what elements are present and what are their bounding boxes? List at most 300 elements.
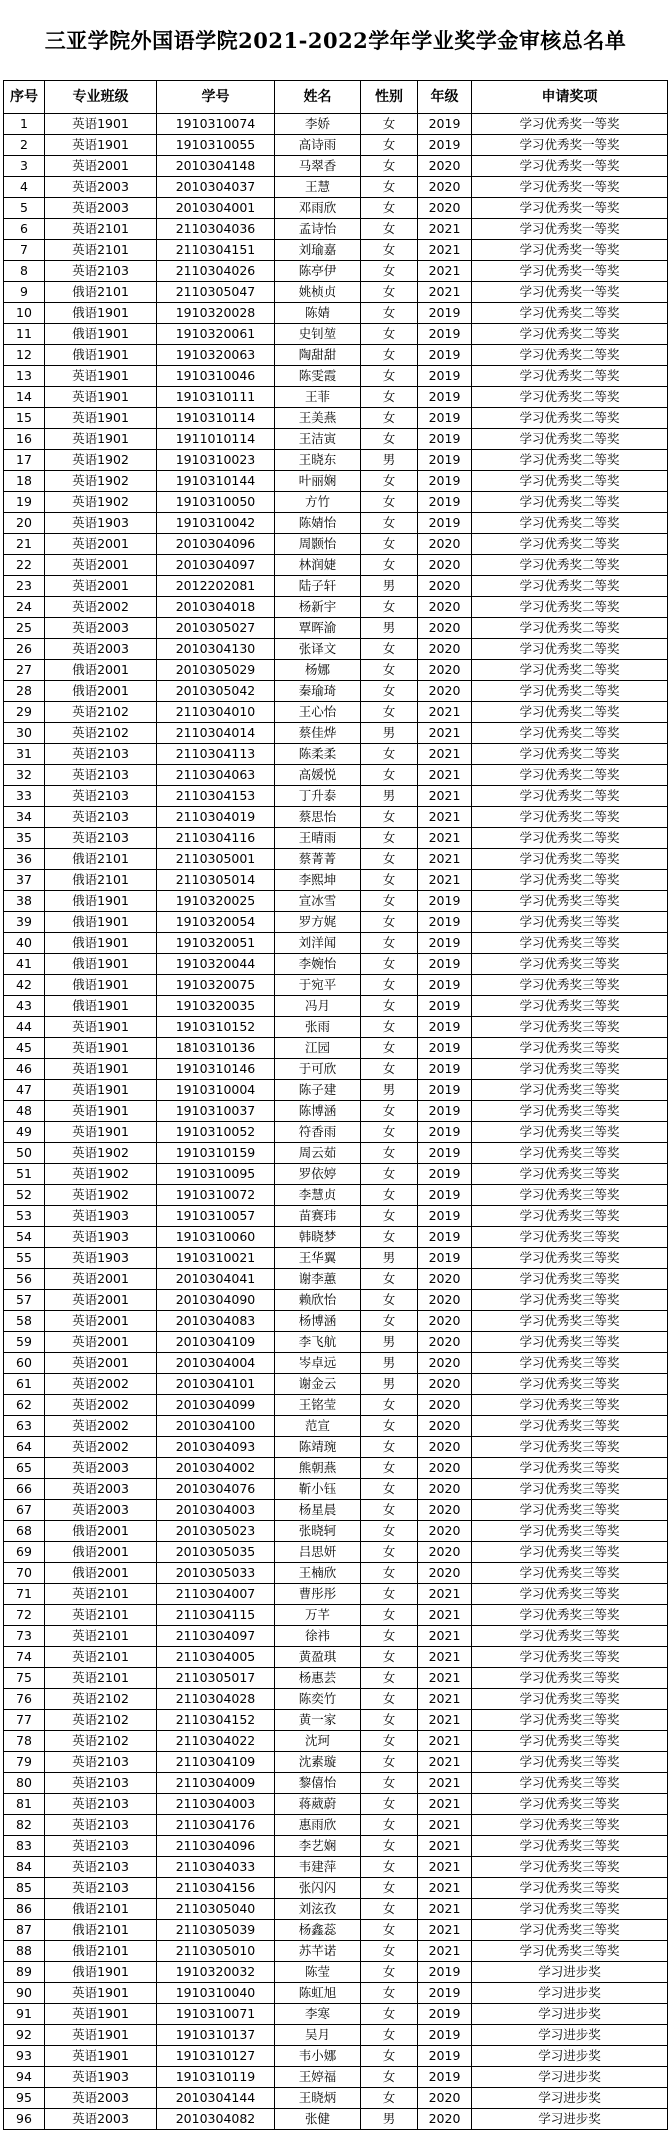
cell-name: 熊朝燕 [275, 1458, 361, 1479]
cell-index: 63 [4, 1416, 45, 1437]
table-row [4, 1185, 668, 1206]
cell-award: 学习优秀奖三等奖 [472, 1080, 668, 1101]
cell-name: 陈虹旭 [275, 1983, 361, 2004]
table-row [4, 1038, 668, 1059]
cell-grade: 2019 [418, 303, 472, 324]
cell-index: 80 [4, 1773, 45, 1794]
cell-award: 学习优秀奖二等奖 [472, 786, 668, 807]
cell-grade: 2021 [418, 702, 472, 723]
cell-grade: 2019 [418, 471, 472, 492]
cell-grade: 2019 [418, 1101, 472, 1122]
table-row [4, 1668, 668, 1689]
cell-name: 史钊堃 [275, 324, 361, 345]
cell-name: 陈婧怡 [275, 513, 361, 534]
cell-gender: 女 [361, 870, 418, 891]
cell-index: 27 [4, 660, 45, 681]
cell-name: 张闪闪 [275, 1878, 361, 1899]
cell-award: 学习优秀奖三等奖 [472, 1143, 668, 1164]
cell-award: 学习优秀奖三等奖 [472, 1332, 668, 1353]
cell-student-id: 1910310074 [157, 114, 275, 135]
cell-student-id: 2010304093 [157, 1437, 275, 1458]
cell-name: 王菲 [275, 387, 361, 408]
cell-student-id: 1910310042 [157, 513, 275, 534]
cell-student-id: 2010304148 [157, 156, 275, 177]
cell-class: 英语1901 [45, 1101, 157, 1122]
cell-gender: 女 [361, 1563, 418, 1584]
cell-gender: 女 [361, 1122, 418, 1143]
cell-index: 89 [4, 1962, 45, 1983]
cell-gender: 女 [361, 282, 418, 303]
table-row [4, 1941, 668, 1962]
cell-index: 96 [4, 2109, 45, 2130]
cell-student-id: 2110304176 [157, 1815, 275, 1836]
cell-name: 苏芊诺 [275, 1941, 361, 1962]
table-row [4, 681, 668, 702]
cell-award: 学习优秀奖三等奖 [472, 1395, 668, 1416]
cell-index: 73 [4, 1626, 45, 1647]
cell-grade: 2021 [418, 786, 472, 807]
cell-award: 学习优秀奖三等奖 [472, 1668, 668, 1689]
cell-gender: 女 [361, 1626, 418, 1647]
cell-gender: 女 [361, 555, 418, 576]
cell-index: 95 [4, 2088, 45, 2109]
cell-award: 学习优秀奖二等奖 [472, 450, 668, 471]
cell-award: 学习优秀奖二等奖 [472, 639, 668, 660]
cell-grade: 2021 [418, 744, 472, 765]
cell-name: 陈奕竹 [275, 1689, 361, 1710]
cell-class: 英语1902 [45, 492, 157, 513]
cell-student-id: 2110304156 [157, 1878, 275, 1899]
table-row [4, 534, 668, 555]
cell-class: 英语2101 [45, 1647, 157, 1668]
cell-class: 俄语1901 [45, 996, 157, 1017]
cell-grade: 2019 [418, 450, 472, 471]
cell-name: 黄一家 [275, 1710, 361, 1731]
cell-award: 学习优秀奖三等奖 [472, 1206, 668, 1227]
cell-class: 英语2102 [45, 1689, 157, 1710]
cell-award: 学习优秀奖三等奖 [472, 1773, 668, 1794]
table-row [4, 2046, 668, 2067]
cell-gender: 女 [361, 135, 418, 156]
table-row [4, 1878, 668, 1899]
table-row [4, 1374, 668, 1395]
cell-grade: 2021 [418, 1815, 472, 1836]
column-header-gender: 性别 [361, 81, 418, 114]
cell-index: 33 [4, 786, 45, 807]
table-row [4, 240, 668, 261]
cell-grade: 2020 [418, 618, 472, 639]
cell-student-id: 1910320075 [157, 975, 275, 996]
cell-student-id: 2012202081 [157, 576, 275, 597]
cell-grade: 2019 [418, 1080, 472, 1101]
cell-student-id: 2110305001 [157, 849, 275, 870]
table-row [4, 576, 668, 597]
cell-grade: 2021 [418, 870, 472, 891]
cell-class: 俄语1901 [45, 891, 157, 912]
cell-name: 吴月 [275, 2025, 361, 2046]
cell-award: 学习优秀奖二等奖 [472, 534, 668, 555]
cell-index: 48 [4, 1101, 45, 1122]
cell-award: 学习优秀奖三等奖 [472, 1017, 668, 1038]
cell-name: 刘泫孜 [275, 1899, 361, 1920]
table-row [4, 912, 668, 933]
cell-class: 英语2002 [45, 597, 157, 618]
table-row [4, 1584, 668, 1605]
cell-grade: 2019 [418, 996, 472, 1017]
cell-class: 英语1901 [45, 366, 157, 387]
cell-student-id: 2110304033 [157, 1857, 275, 1878]
cell-name: 于可欣 [275, 1059, 361, 1080]
cell-class: 英语2002 [45, 1416, 157, 1437]
cell-student-id: 2010305029 [157, 660, 275, 681]
cell-student-id: 1910320025 [157, 891, 275, 912]
cell-index: 51 [4, 1164, 45, 1185]
cell-index: 8 [4, 261, 45, 282]
cell-gender: 女 [361, 807, 418, 828]
cell-class: 俄语2101 [45, 282, 157, 303]
cell-name: 刘瑜嘉 [275, 240, 361, 261]
cell-class: 英语2103 [45, 1878, 157, 1899]
cell-name: 宣冰雪 [275, 891, 361, 912]
cell-student-id: 1910310057 [157, 1206, 275, 1227]
cell-index: 79 [4, 1752, 45, 1773]
cell-student-id: 1910310159 [157, 1143, 275, 1164]
cell-class: 英语2001 [45, 1332, 157, 1353]
cell-class: 英语1903 [45, 1227, 157, 1248]
cell-index: 20 [4, 513, 45, 534]
cell-index: 3 [4, 156, 45, 177]
table-row [4, 870, 668, 891]
cell-name: 韩晓梦 [275, 1227, 361, 1248]
table-row [4, 1017, 668, 1038]
cell-award: 学习优秀奖三等奖 [472, 1101, 668, 1122]
cell-index: 13 [4, 366, 45, 387]
cell-grade: 2021 [418, 1647, 472, 1668]
cell-class: 英语1901 [45, 1017, 157, 1038]
table-body [4, 114, 668, 2130]
cell-class: 俄语2001 [45, 681, 157, 702]
cell-class: 英语2103 [45, 786, 157, 807]
cell-award: 学习进步奖 [472, 2004, 668, 2025]
cell-award: 学习进步奖 [472, 2067, 668, 2088]
cell-class: 英语2101 [45, 240, 157, 261]
cell-class: 英语1901 [45, 1059, 157, 1080]
table-row [4, 975, 668, 996]
cell-gender: 女 [361, 2004, 418, 2025]
table-row [4, 1290, 668, 1311]
cell-index: 41 [4, 954, 45, 975]
cell-index: 5 [4, 198, 45, 219]
cell-gender: 女 [361, 1479, 418, 1500]
cell-grade: 2019 [418, 2004, 472, 2025]
cell-award: 学习优秀奖三等奖 [472, 1752, 668, 1773]
cell-gender: 女 [361, 1731, 418, 1752]
cell-gender: 女 [361, 1710, 418, 1731]
cell-grade: 2020 [418, 681, 472, 702]
table-row [4, 1395, 668, 1416]
cell-grade: 2019 [418, 387, 472, 408]
cell-grade: 2019 [418, 114, 472, 135]
cell-class: 英语2003 [45, 1479, 157, 1500]
cell-student-id: 2010304090 [157, 1290, 275, 1311]
cell-class: 俄语1901 [45, 975, 157, 996]
cell-class: 英语1902 [45, 1164, 157, 1185]
cell-grade: 2020 [418, 1479, 472, 1500]
cell-award: 学习优秀奖二等奖 [472, 807, 668, 828]
cell-class: 英语2003 [45, 2109, 157, 2130]
cell-grade: 2021 [418, 849, 472, 870]
cell-name: 沈珂 [275, 1731, 361, 1752]
cell-class: 英语2003 [45, 1458, 157, 1479]
cell-student-id: 2010305035 [157, 1542, 275, 1563]
cell-index: 52 [4, 1185, 45, 1206]
cell-award: 学习优秀奖二等奖 [472, 870, 668, 891]
cell-gender: 女 [361, 345, 418, 366]
cell-student-id: 2110304026 [157, 261, 275, 282]
cell-student-id: 2010305042 [157, 681, 275, 702]
cell-grade: 2019 [418, 492, 472, 513]
cell-award: 学习优秀奖三等奖 [472, 996, 668, 1017]
cell-gender: 女 [361, 2046, 418, 2067]
cell-grade: 2019 [418, 366, 472, 387]
cell-student-id: 1910310060 [157, 1227, 275, 1248]
cell-name: 周颢怡 [275, 534, 361, 555]
cell-class: 英语1902 [45, 471, 157, 492]
cell-grade: 2020 [418, 660, 472, 681]
column-header-class: 专业班级 [45, 81, 157, 114]
cell-student-id: 2010304097 [157, 555, 275, 576]
cell-index: 16 [4, 429, 45, 450]
cell-class: 英语2103 [45, 828, 157, 849]
cell-gender: 女 [361, 2067, 418, 2088]
table-row [4, 1059, 668, 1080]
cell-class: 英语1901 [45, 1038, 157, 1059]
cell-name: 谢李蕙 [275, 1269, 361, 1290]
cell-student-id: 2110304115 [157, 1605, 275, 1626]
cell-grade: 2020 [418, 1374, 472, 1395]
table-row [4, 639, 668, 660]
table-row [4, 786, 668, 807]
cell-name: 陈柔柔 [275, 744, 361, 765]
cell-student-id: 1910310114 [157, 408, 275, 429]
cell-gender: 女 [361, 954, 418, 975]
cell-grade: 2021 [418, 765, 472, 786]
cell-gender: 女 [361, 198, 418, 219]
cell-grade: 2019 [418, 135, 472, 156]
cell-grade: 2020 [418, 555, 472, 576]
cell-student-id: 2110305039 [157, 1920, 275, 1941]
table-row [4, 1962, 668, 1983]
cell-student-id: 2010304082 [157, 2109, 275, 2130]
cell-student-id: 1910320061 [157, 324, 275, 345]
cell-index: 17 [4, 450, 45, 471]
cell-student-id: 2010305023 [157, 1521, 275, 1542]
cell-award: 学习优秀奖二等奖 [472, 576, 668, 597]
cell-class: 英语2103 [45, 1752, 157, 1773]
cell-class: 俄语2101 [45, 870, 157, 891]
cell-student-id: 2010304099 [157, 1395, 275, 1416]
cell-name: 王婷福 [275, 2067, 361, 2088]
table-row [4, 429, 668, 450]
table-row [4, 1647, 668, 1668]
cell-student-id: 1910310021 [157, 1248, 275, 1269]
cell-grade: 2019 [418, 1248, 472, 1269]
cell-award: 学习优秀奖二等奖 [472, 744, 668, 765]
cell-student-id: 2110305047 [157, 282, 275, 303]
cell-grade: 2021 [418, 1878, 472, 1899]
cell-award: 学习优秀奖三等奖 [472, 933, 668, 954]
cell-student-id: 2010304041 [157, 1269, 275, 1290]
cell-name: 范宣 [275, 1416, 361, 1437]
cell-index: 76 [4, 1689, 45, 1710]
cell-name: 于宛平 [275, 975, 361, 996]
cell-gender: 女 [361, 1752, 418, 1773]
cell-index: 35 [4, 828, 45, 849]
cell-gender: 女 [361, 975, 418, 996]
cell-index: 44 [4, 1017, 45, 1038]
cell-name: 叶丽娴 [275, 471, 361, 492]
table-row [4, 513, 668, 534]
table-row [4, 765, 668, 786]
cell-class: 英语2103 [45, 1815, 157, 1836]
cell-student-id: 1910310111 [157, 387, 275, 408]
cell-gender: 女 [361, 1143, 418, 1164]
table-row [4, 303, 668, 324]
cell-grade: 2019 [418, 1059, 472, 1080]
cell-index: 26 [4, 639, 45, 660]
cell-grade: 2021 [418, 1668, 472, 1689]
cell-award: 学习优秀奖三等奖 [472, 1794, 668, 1815]
cell-class: 英语2001 [45, 1269, 157, 1290]
table-row [4, 1353, 668, 1374]
cell-index: 90 [4, 1983, 45, 2004]
cell-student-id: 1910310152 [157, 1017, 275, 1038]
cell-name: 靳小钰 [275, 1479, 361, 1500]
cell-gender: 女 [361, 471, 418, 492]
cell-gender: 女 [361, 324, 418, 345]
cell-class: 英语1901 [45, 114, 157, 135]
cell-award: 学习优秀奖一等奖 [472, 240, 668, 261]
cell-index: 64 [4, 1437, 45, 1458]
cell-award: 学习优秀奖一等奖 [472, 156, 668, 177]
scholarship-table [3, 80, 668, 2130]
cell-class: 英语2003 [45, 177, 157, 198]
cell-index: 94 [4, 2067, 45, 2088]
cell-gender: 男 [361, 1374, 418, 1395]
cell-award: 学习优秀奖三等奖 [472, 1920, 668, 1941]
cell-name: 岑卓远 [275, 1353, 361, 1374]
cell-grade: 2019 [418, 1164, 472, 1185]
cell-student-id: 1910310050 [157, 492, 275, 513]
cell-name: 苗赛玮 [275, 1206, 361, 1227]
cell-name: 王铭莹 [275, 1395, 361, 1416]
cell-student-id: 2110304003 [157, 1794, 275, 1815]
cell-grade: 2021 [418, 1899, 472, 1920]
cell-index: 40 [4, 933, 45, 954]
cell-award: 学习优秀奖三等奖 [472, 1605, 668, 1626]
table-row [4, 219, 668, 240]
cell-gender: 女 [361, 1395, 418, 1416]
cell-class: 英语2001 [45, 534, 157, 555]
table-row [4, 660, 668, 681]
cell-award: 学习优秀奖二等奖 [472, 513, 668, 534]
cell-class: 英语2103 [45, 1836, 157, 1857]
cell-student-id: 1910320054 [157, 912, 275, 933]
cell-index: 29 [4, 702, 45, 723]
cell-gender: 女 [361, 114, 418, 135]
cell-class: 英语2101 [45, 1626, 157, 1647]
cell-name: 王洁寅 [275, 429, 361, 450]
cell-index: 19 [4, 492, 45, 513]
cell-name: 孟诗怡 [275, 219, 361, 240]
cell-index: 59 [4, 1332, 45, 1353]
cell-class: 英语2102 [45, 723, 157, 744]
cell-name: 冯月 [275, 996, 361, 1017]
cell-class: 俄语2101 [45, 849, 157, 870]
cell-gender: 女 [361, 1206, 418, 1227]
cell-grade: 2021 [418, 1710, 472, 1731]
cell-gender: 女 [361, 2088, 418, 2109]
table-row [4, 744, 668, 765]
cell-grade: 2020 [418, 1269, 472, 1290]
cell-student-id: 2110304005 [157, 1647, 275, 1668]
cell-class: 俄语1901 [45, 324, 157, 345]
cell-award: 学习优秀奖二等奖 [472, 681, 668, 702]
cell-gender: 女 [361, 1962, 418, 1983]
cell-name: 李艺娴 [275, 1836, 361, 1857]
table-row [4, 2067, 668, 2088]
cell-name: 罗依婷 [275, 1164, 361, 1185]
cell-index: 65 [4, 1458, 45, 1479]
cell-gender: 女 [361, 303, 418, 324]
cell-award: 学习优秀奖二等奖 [472, 471, 668, 492]
cell-grade: 2020 [418, 1563, 472, 1584]
cell-grade: 2020 [418, 534, 472, 555]
cell-gender: 女 [361, 1500, 418, 1521]
cell-award: 学习优秀奖三等奖 [472, 1941, 668, 1962]
cell-gender: 女 [361, 156, 418, 177]
cell-gender: 男 [361, 786, 418, 807]
cell-index: 6 [4, 219, 45, 240]
cell-name: 李慧贞 [275, 1185, 361, 1206]
cell-class: 英语1901 [45, 135, 157, 156]
column-header-name: 姓名 [275, 81, 361, 114]
cell-grade: 2021 [418, 1752, 472, 1773]
cell-gender: 男 [361, 2109, 418, 2130]
cell-gender: 女 [361, 1038, 418, 1059]
cell-index: 4 [4, 177, 45, 198]
cell-gender: 男 [361, 450, 418, 471]
cell-gender: 女 [361, 387, 418, 408]
cell-award: 学习优秀奖三等奖 [472, 1857, 668, 1878]
cell-name: 陈子建 [275, 1080, 361, 1101]
cell-name: 李娇 [275, 114, 361, 135]
cell-student-id: 2110304019 [157, 807, 275, 828]
cell-award: 学习优秀奖二等奖 [472, 618, 668, 639]
table-row [4, 996, 668, 1017]
table-row [4, 1794, 668, 1815]
cell-class: 英语2003 [45, 618, 157, 639]
cell-student-id: 1910310095 [157, 1164, 275, 1185]
table-row [4, 1479, 668, 1500]
table-row [4, 1710, 668, 1731]
cell-class: 英语2103 [45, 261, 157, 282]
cell-name: 杨娜 [275, 660, 361, 681]
cell-class: 英语1902 [45, 450, 157, 471]
table-row [4, 135, 668, 156]
cell-grade: 2019 [418, 429, 472, 450]
cell-index: 43 [4, 996, 45, 1017]
